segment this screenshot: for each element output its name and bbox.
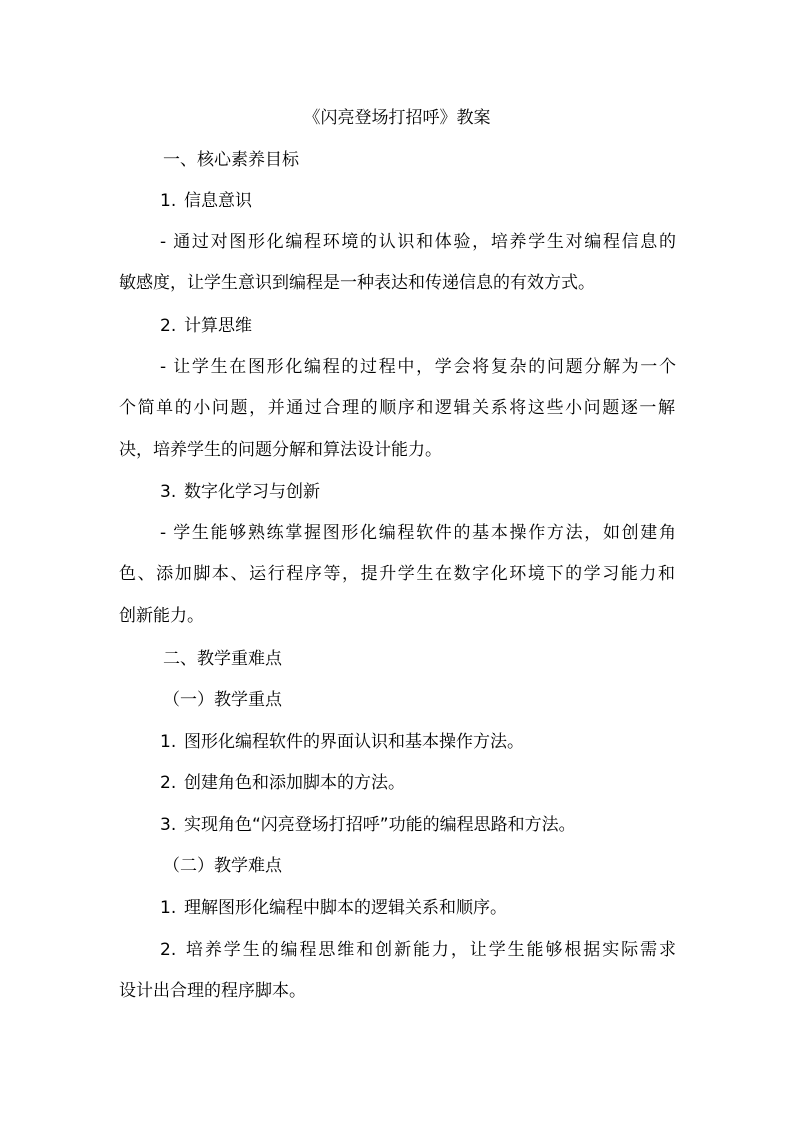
s2-sub2-item-2-line-1 xyxy=(160,939,676,961)
s1-item-3-para-line-1: - 学生能够熟练掌握图形化编程软件的基本操作方法，如创建角 xyxy=(160,523,676,543)
item-title: 信息意识 xyxy=(184,191,252,211)
item-number: 3. xyxy=(160,815,177,835)
item-text: 图形化编程软件的界面认识和基本操作方法。 xyxy=(184,732,524,752)
s2-sub1-item-3 xyxy=(160,814,576,836)
s1-item-3-title xyxy=(160,481,320,503)
item-number: 2. xyxy=(160,316,177,336)
document-title: 《闪亮登场打招呼》教案 xyxy=(303,108,491,128)
item-number: 1. xyxy=(160,191,177,211)
item-number: 1. xyxy=(160,732,177,752)
s2-sub2-item-1 xyxy=(160,897,507,919)
s2-subheading-2: （二）教学难点 xyxy=(163,856,282,876)
s2-subheading-1: （一）教学重点 xyxy=(163,690,282,710)
item-text: 培养学生的编程思维和创新能力，让学生能够根据实际需求 xyxy=(184,940,676,960)
s1-item-1-para-line-2: 敏感度，让学生意识到编程是一种表达和传递信息的有效方式。 xyxy=(119,273,595,293)
item-title: 计算思维 xyxy=(184,316,252,336)
s1-item-2-para-line-1: - 让学生在图形化编程的过程中，学会将复杂的问题分解为一个 xyxy=(160,357,676,377)
section-2-heading: 二、教学重难点 xyxy=(163,649,282,669)
s2-sub2-item-2-line-2: 设计出合理的程序脚本。 xyxy=(119,981,306,1001)
s1-item-1-title xyxy=(160,190,252,212)
s2-sub1-item-2 xyxy=(160,772,405,794)
item-text: 理解图形化编程中脚本的逻辑关系和顺序。 xyxy=(184,898,507,918)
item-number: 3. xyxy=(160,482,177,502)
s1-item-2-title xyxy=(160,315,252,337)
item-text: 实现角色“闪亮登场打招呼”功能的编程思路和方法。 xyxy=(184,815,576,835)
s1-item-2-para-line-3: 决，培养学生的问题分解和算法设计能力。 xyxy=(119,440,442,460)
item-title: 数字化学习与创新 xyxy=(184,482,320,502)
section-1-heading: 一、核心素养目标 xyxy=(163,150,299,170)
item-text: 创建角色和添加脚本的方法。 xyxy=(184,773,405,793)
item-number: 2. xyxy=(160,940,177,960)
s2-sub1-item-1 xyxy=(160,731,524,753)
item-number: 1. xyxy=(160,898,177,918)
s1-item-1-para-line-1: - 通过对图形化编程环境的认识和体验，培养学生对编程信息的 xyxy=(160,232,676,252)
s1-item-3-para-line-2: 色、添加脚本、运行程序等，提升学生在数字化环境下的学习能力和 xyxy=(119,564,675,584)
s1-item-3-para-line-3: 创新能力。 xyxy=(119,606,204,626)
item-number: 2. xyxy=(160,773,177,793)
s1-item-2-para-line-2: 个简单的小问题，并通过合理的顺序和逻辑关系将这些小问题逐一解 xyxy=(119,398,675,418)
